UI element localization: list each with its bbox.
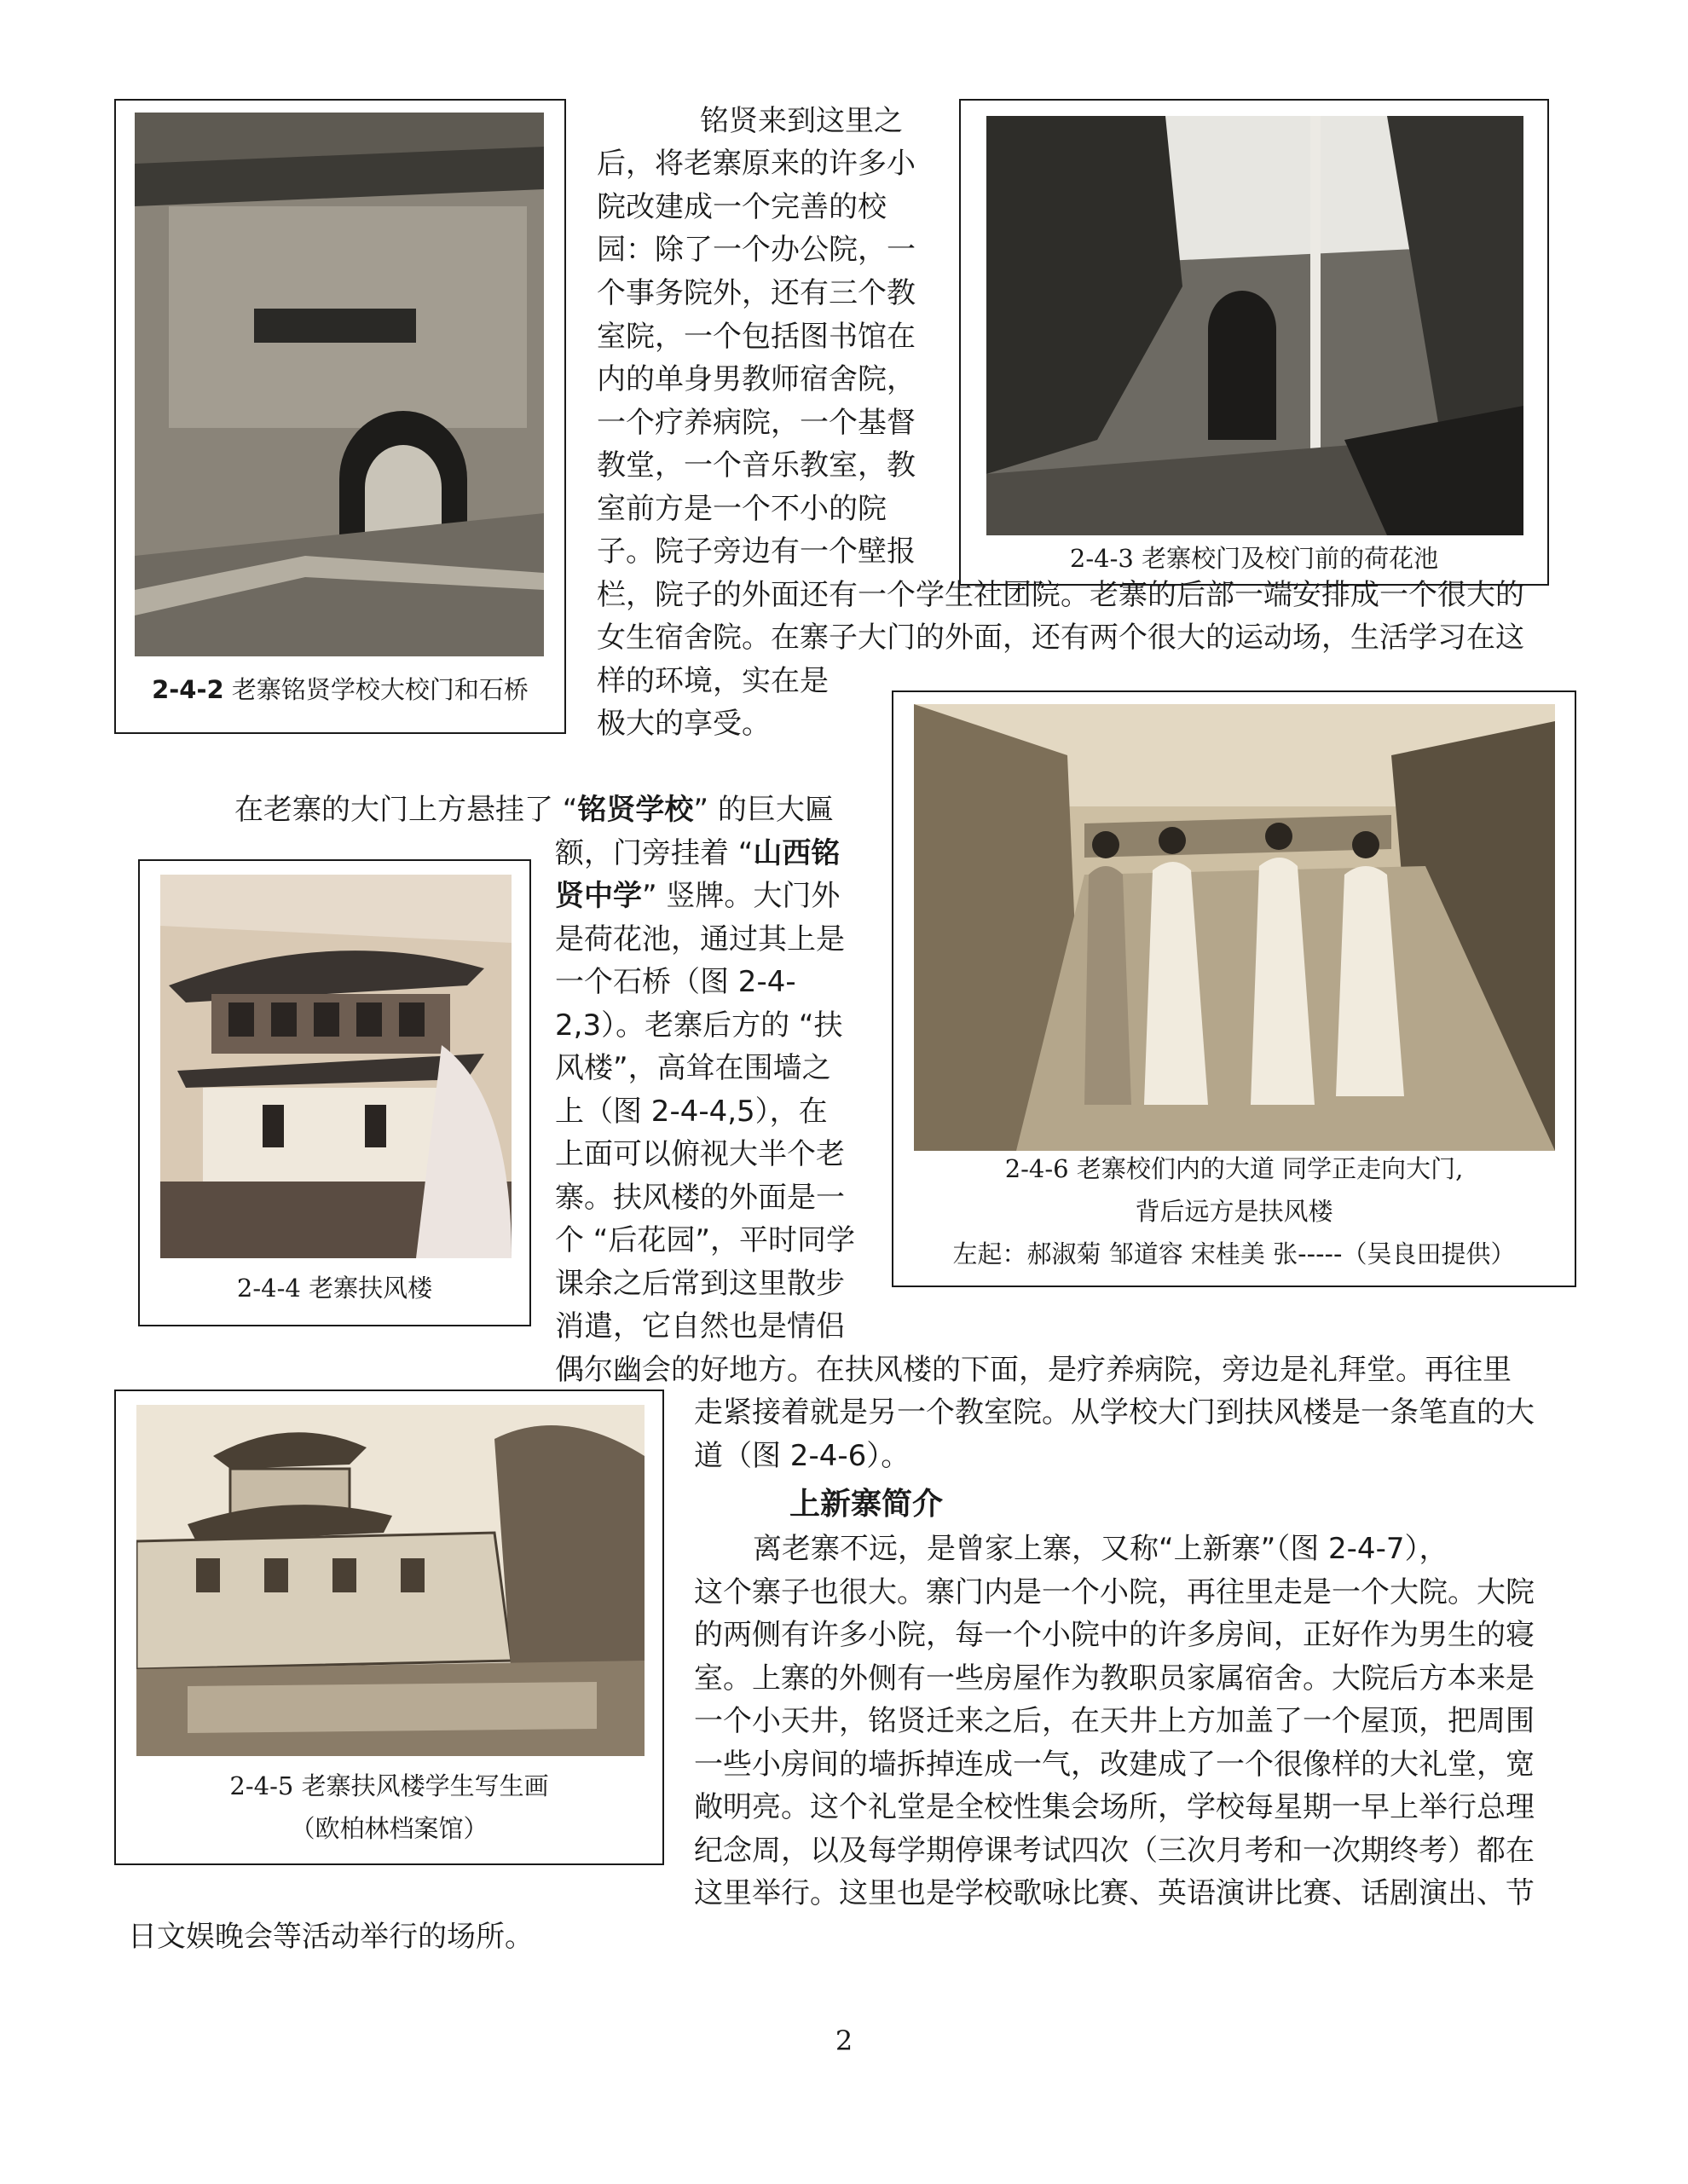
para2-line-12: 课余之后常到这里散步	[555, 1267, 845, 1301]
figure-2-4-2	[114, 99, 566, 734]
page-number: 2	[835, 2025, 853, 2057]
section-line-1: 离老寨不远，是曾家上寨，又称“上新寨”（图 2-4-7），	[753, 1532, 1448, 1566]
para1-line-1: 铭贤来到这里之	[700, 104, 903, 138]
section-line-3: 的两侧有许多小院，每一个小院中的许多房间，正好作为男生的寝	[694, 1618, 1535, 1652]
para2-line-7: 风楼”，高耸在围墙之	[555, 1051, 831, 1085]
para2-line-13: 消遣，它自然也是情侣	[555, 1309, 845, 1343]
para2-line-11: 个 “后花园”，平时同学	[555, 1223, 856, 1257]
caption-2-4-5-line-2: （欧柏林档案馆）	[290, 1814, 488, 1843]
figure-2-4-3	[959, 99, 1549, 586]
photo-school-gate-stone-bridge	[135, 113, 544, 656]
para1-line-11: 子。院子旁边有一个壁报	[597, 534, 916, 569]
para2-line-2: 额，门旁挂着 “山西铭	[555, 836, 841, 870]
para1-line-3: 院改建成一个完善的校	[597, 190, 887, 224]
photo-students-walking	[914, 704, 1555, 1151]
section-line-2: 这个寨子也很大。寨门内是一个小院，再往里走是一个大院。大院	[694, 1575, 1535, 1609]
section-line-5: 一个小天井，铭贤迁来之后，在天井上方加盖了一个屋顶，把周围	[694, 1704, 1535, 1738]
para2-line-10: 寨。扶风楼的外面是一	[555, 1181, 845, 1215]
para2-line-3: 贤中学” 竖牌。大门外	[555, 879, 841, 913]
figure-2-4-4	[138, 859, 531, 1326]
caption-2-4-6-line-1: 2-4-6 老寨校们内的大道 同学正走向大门,	[1004, 1154, 1464, 1183]
section-line-10: 日文娱晚会等活动举行的场所。	[128, 1920, 534, 1954]
section-heading: 上新寨简介	[789, 1487, 944, 1522]
section-line-9: 这里举行。这里也是学校歌咏比赛、英语演讲比赛、话剧演出、节	[694, 1876, 1535, 1910]
para1-line-7: 内的单身男教师宿舍院，	[597, 362, 916, 396]
para2-line-4: 是荷花池，通过其上是	[555, 922, 845, 956]
caption-2-4-2: 2-4-2 老寨铭贤学校大校门和石桥	[152, 675, 529, 704]
para1-line-12: 栏，院子的外面还有一个学生社团院。老寨的后部一端安排成一个很大的	[597, 578, 1524, 612]
para2-line-6: 2,3）。老寨后方的 “扶	[555, 1008, 843, 1043]
para1-line-2: 后，将老寨原来的许多小	[597, 147, 916, 181]
para1-line-6: 室院，一个包括图书馆在	[597, 320, 916, 354]
figure-2-4-6	[892, 690, 1576, 1287]
para1-line-9: 教堂，一个音乐教室，教	[597, 448, 916, 482]
caption-2-4-6-line-3: 左起：郝淑菊 邹道容 宋桂美 张-----（吴良田提供）	[952, 1239, 1516, 1268]
section-line-6: 一些小房间的墙拆掉连成一气，改建成了一个很像样的大礼堂，宽	[694, 1748, 1535, 1782]
figure-2-4-5	[114, 1390, 664, 1865]
caption-2-4-3: 2-4-3 老寨校门及校门前的荷花池	[1069, 544, 1439, 573]
para2-line-14: 偶尔幽会的好地方。在扶风楼的下面，是疗养病院，旁边是礼拜堂。再往里	[555, 1353, 1512, 1387]
para2-line-16: 道（图 2-4-6）。	[694, 1439, 910, 1473]
para2-line-15: 走紧接着就是另一个教室院。从学校大门到扶风楼是一条笔直的大	[694, 1395, 1535, 1430]
photo-gate-lotus-pond	[986, 116, 1523, 535]
caption-2-4-6-line-2: 背后远方是扶风楼	[1135, 1197, 1333, 1226]
section-line-8: 纪念周，以及每学期停课考试四次（三次月考和一次期终考）都在	[694, 1834, 1535, 1868]
para1-line-10: 室前方是一个不小的院	[597, 492, 887, 526]
section-line-7: 敞明亮。这个礼堂是全校性集会场所，学校每星期一早上举行总理	[694, 1790, 1535, 1824]
para2-line-5: 一个石桥（图 2-4-	[555, 965, 796, 999]
para2-line-8: 上（图 2-4-4,5），在	[555, 1095, 828, 1129]
para1-line-8: 一个疗养病院，一个基督	[597, 406, 916, 440]
para1-line-4: 园：除了一个办公院，一	[597, 233, 916, 267]
caption-2-4-5-line-1: 2-4-5 老寨扶风楼学生写生画	[229, 1771, 549, 1800]
para1-line-15: 极大的享受。	[597, 707, 771, 741]
para2-line-1: 在老寨的大门上方悬挂了 “铭贤学校” 的巨大匾	[234, 793, 834, 827]
para1-line-5: 个事务院外，还有三个教	[597, 276, 916, 310]
para1-line-14: 样的环境，实在是	[597, 664, 829, 698]
photo-fufeng-tower	[160, 875, 512, 1258]
section-line-4: 室。上寨的外侧有一些房屋作为教职员家属宿舍。大院后方本来是	[694, 1661, 1535, 1696]
caption-2-4-4: 2-4-4 老寨扶风楼	[236, 1274, 433, 1303]
sketch-fufeng-tower	[136, 1405, 645, 1756]
para1-line-13: 女生宿舍院。在寨子大门的外面，还有两个很大的运动场，生活学习在这	[597, 621, 1524, 655]
para2-line-9: 上面可以俯视大半个老	[555, 1137, 845, 1171]
